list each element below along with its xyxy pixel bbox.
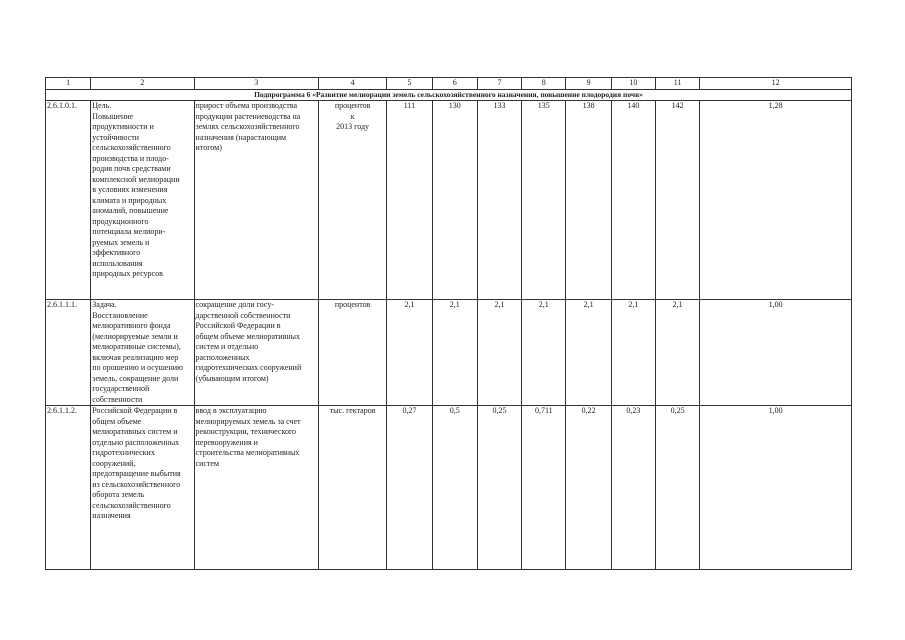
row-value: 135: [522, 101, 566, 300]
column-number: 3: [194, 78, 318, 90]
column-number: 5: [387, 78, 432, 90]
subprogram-row: [46, 90, 852, 101]
row-indicator: ввод в эксплуатацию мелиорируемых земель за счет реконструкции, технического перевооружения и строительства мелиоративных систем: [194, 406, 318, 570]
row-col12: 1,28: [700, 101, 852, 300]
row-value: 0,5: [432, 406, 477, 570]
row-value: 2,1: [655, 300, 699, 406]
row-col12: 1,00: [700, 300, 852, 406]
column-number: 2: [91, 78, 194, 90]
table-row: [46, 406, 852, 570]
row-code: 2.6.1.1.1.: [46, 300, 91, 406]
row-value: 138: [566, 101, 611, 300]
row-indicator: сокращение доли госу- дарственной собственности Российской Федерации в общем объеме мелиоративных систем и отдельно расположенных гидротехнических сооружений (убывающим итогом): [194, 300, 318, 406]
table-row: [46, 101, 852, 300]
column-number-row: [46, 78, 852, 90]
column-number: 8: [522, 78, 566, 90]
indicators-table: [45, 77, 852, 570]
document-sheet: [45, 77, 852, 570]
column-number: 9: [566, 78, 611, 90]
row-value: 0,25: [477, 406, 521, 570]
row-code: 2.6.1.0.1.: [46, 101, 91, 300]
subprogram-title: Подпрограмма 6 «Развитие мелиорации земель сельскохозяйственного назначения, повышение плодородия почв»: [46, 90, 852, 101]
row-value: 133: [477, 101, 521, 300]
row-unit: процентов: [318, 300, 386, 406]
column-number: 4: [318, 78, 386, 90]
row-value: 111: [387, 101, 432, 300]
row-description: Российской Федерации в общем объеме мелиоративных систем и отдельно расположенных гидротехнических сооружений, предотвращение выбытия из сельскохозяйственного оборота земель сельскохозяйственного назначения: [91, 406, 194, 570]
column-number: 10: [611, 78, 655, 90]
column-number: 1: [46, 78, 91, 90]
row-value: 140: [611, 101, 655, 300]
row-code: 2.6.1.1.2.: [46, 406, 91, 570]
row-description: Цель. Повышение продуктивности и устойчивости сельскохозяйственного производства и плодо- родия почв средствами комплексной мелиорации в условиях изменения климата и природных аномалий, повышение продукционного потенциала мелиори- руемых земель и эффективного использования природных ресурсов: [91, 101, 194, 300]
column-number: 6: [432, 78, 477, 90]
row-value: 0,27: [387, 406, 432, 570]
row-value: 0,711: [522, 406, 566, 570]
row-description: Задача. Восстановление мелиоративного фонда (мелиорируемые земли и мелиоративные системы), включая реализацию мер по орошению и осушению земель, сокращение доли государственной собственности: [91, 300, 194, 406]
row-value: 2,1: [387, 300, 432, 406]
row-value: 0,23: [611, 406, 655, 570]
row-value: 2,1: [477, 300, 521, 406]
row-indicator: прирост объема производства продукции растениеводства на землях сельскохозяйственного назначения (нарастающим итогом): [194, 101, 318, 300]
column-number: 12: [700, 78, 852, 90]
row-value: 2,1: [611, 300, 655, 406]
row-col12: 1,00: [700, 406, 852, 570]
table-row: [46, 300, 852, 406]
column-number: 7: [477, 78, 521, 90]
row-unit: процентов к 2013 году: [318, 101, 386, 300]
column-number: 11: [655, 78, 699, 90]
row-value: 0,25: [655, 406, 699, 570]
row-value: 0,22: [566, 406, 611, 570]
row-value: 2,1: [432, 300, 477, 406]
row-value: 142: [655, 101, 699, 300]
row-value: 130: [432, 101, 477, 300]
row-value: 2,1: [566, 300, 611, 406]
row-value: 2,1: [522, 300, 566, 406]
row-unit: тыс. гектаров: [318, 406, 386, 570]
